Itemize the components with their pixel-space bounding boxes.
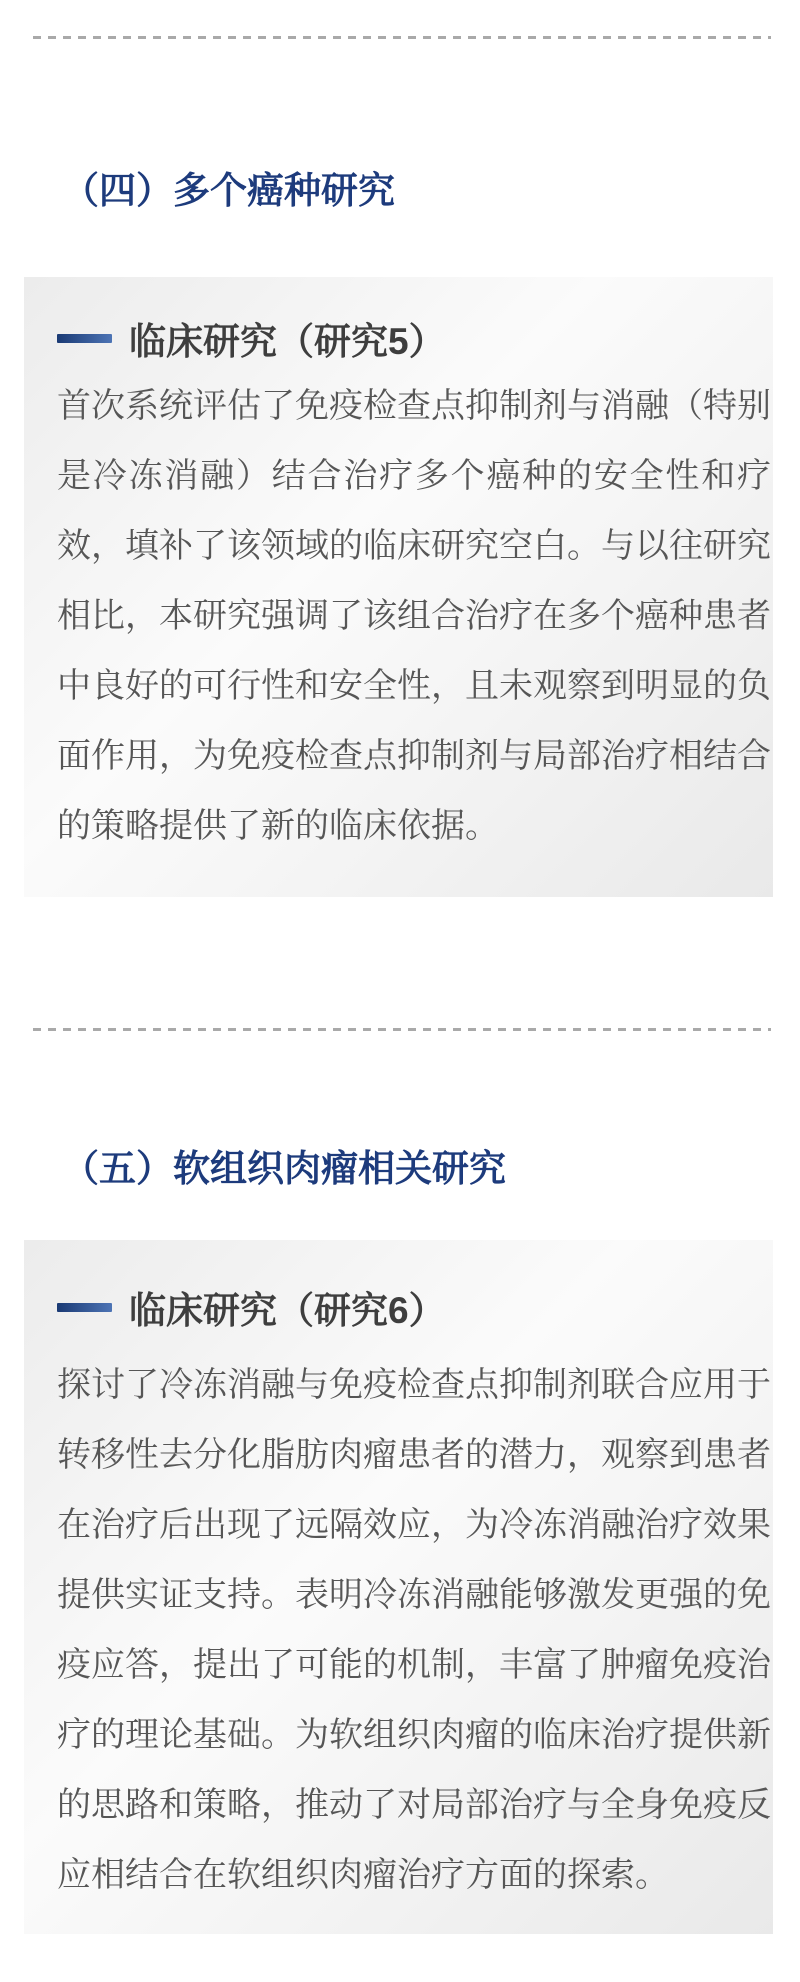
study-card-title: 临床研究（研究5） <box>129 321 446 362</box>
study-card-body: 首次系统评估了免疫检查点抑制剂与消融（特别是冷冻消融）结合治疗多个癌种的安全性和疗效，填补了该领域的临床研究空白。与以往研究相比，本研究强调了该组合治疗在多个癌种患者中良好的可行性和安全性，且未观察到明显的负面作用，为免疫检查点抑制剂与局部治疗相结合的策略提供了新的临床依据。 <box>57 387 771 845</box>
section-soft-tissue-sarcoma <box>0 1143 800 1934</box>
accent-dash-icon <box>57 1303 112 1312</box>
section-heading-soft-tissue-sarcoma: （五）软组织肉瘤相关研究 <box>62 1148 506 1189</box>
section-heading-multi-cancer: （四）多个癌种研究 <box>62 170 395 211</box>
study-card-body: 探讨了冷冻消融与免疫检查点抑制剂联合应用于转移性去分化脂肪肉瘤患者的潜力，观察到患者在治疗后出现了远隔效应，为冷冻消融治疗效果提供实证支持。表明冷冻消融能够激发更强的免疫应答，提出了可能的机制，丰富了肿瘤免疫治疗的理论基础。为软组织肉瘤的临床治疗提供新的思路和策略，推动了对局部治疗与全身免疫反应相结合在软组织肉瘤治疗方面的探索。 <box>57 1366 771 1894</box>
study-card-5 <box>24 277 773 897</box>
study-card-6 <box>24 1240 773 1934</box>
dashed-divider-middle <box>33 1028 771 1031</box>
accent-dash-icon <box>57 334 112 343</box>
dashed-divider-top <box>33 36 771 39</box>
study-card-title: 临床研究（研究6） <box>129 1290 446 1331</box>
study-card-header <box>57 313 773 363</box>
study-card-header <box>57 1282 773 1332</box>
section-multi-cancer <box>0 165 800 897</box>
